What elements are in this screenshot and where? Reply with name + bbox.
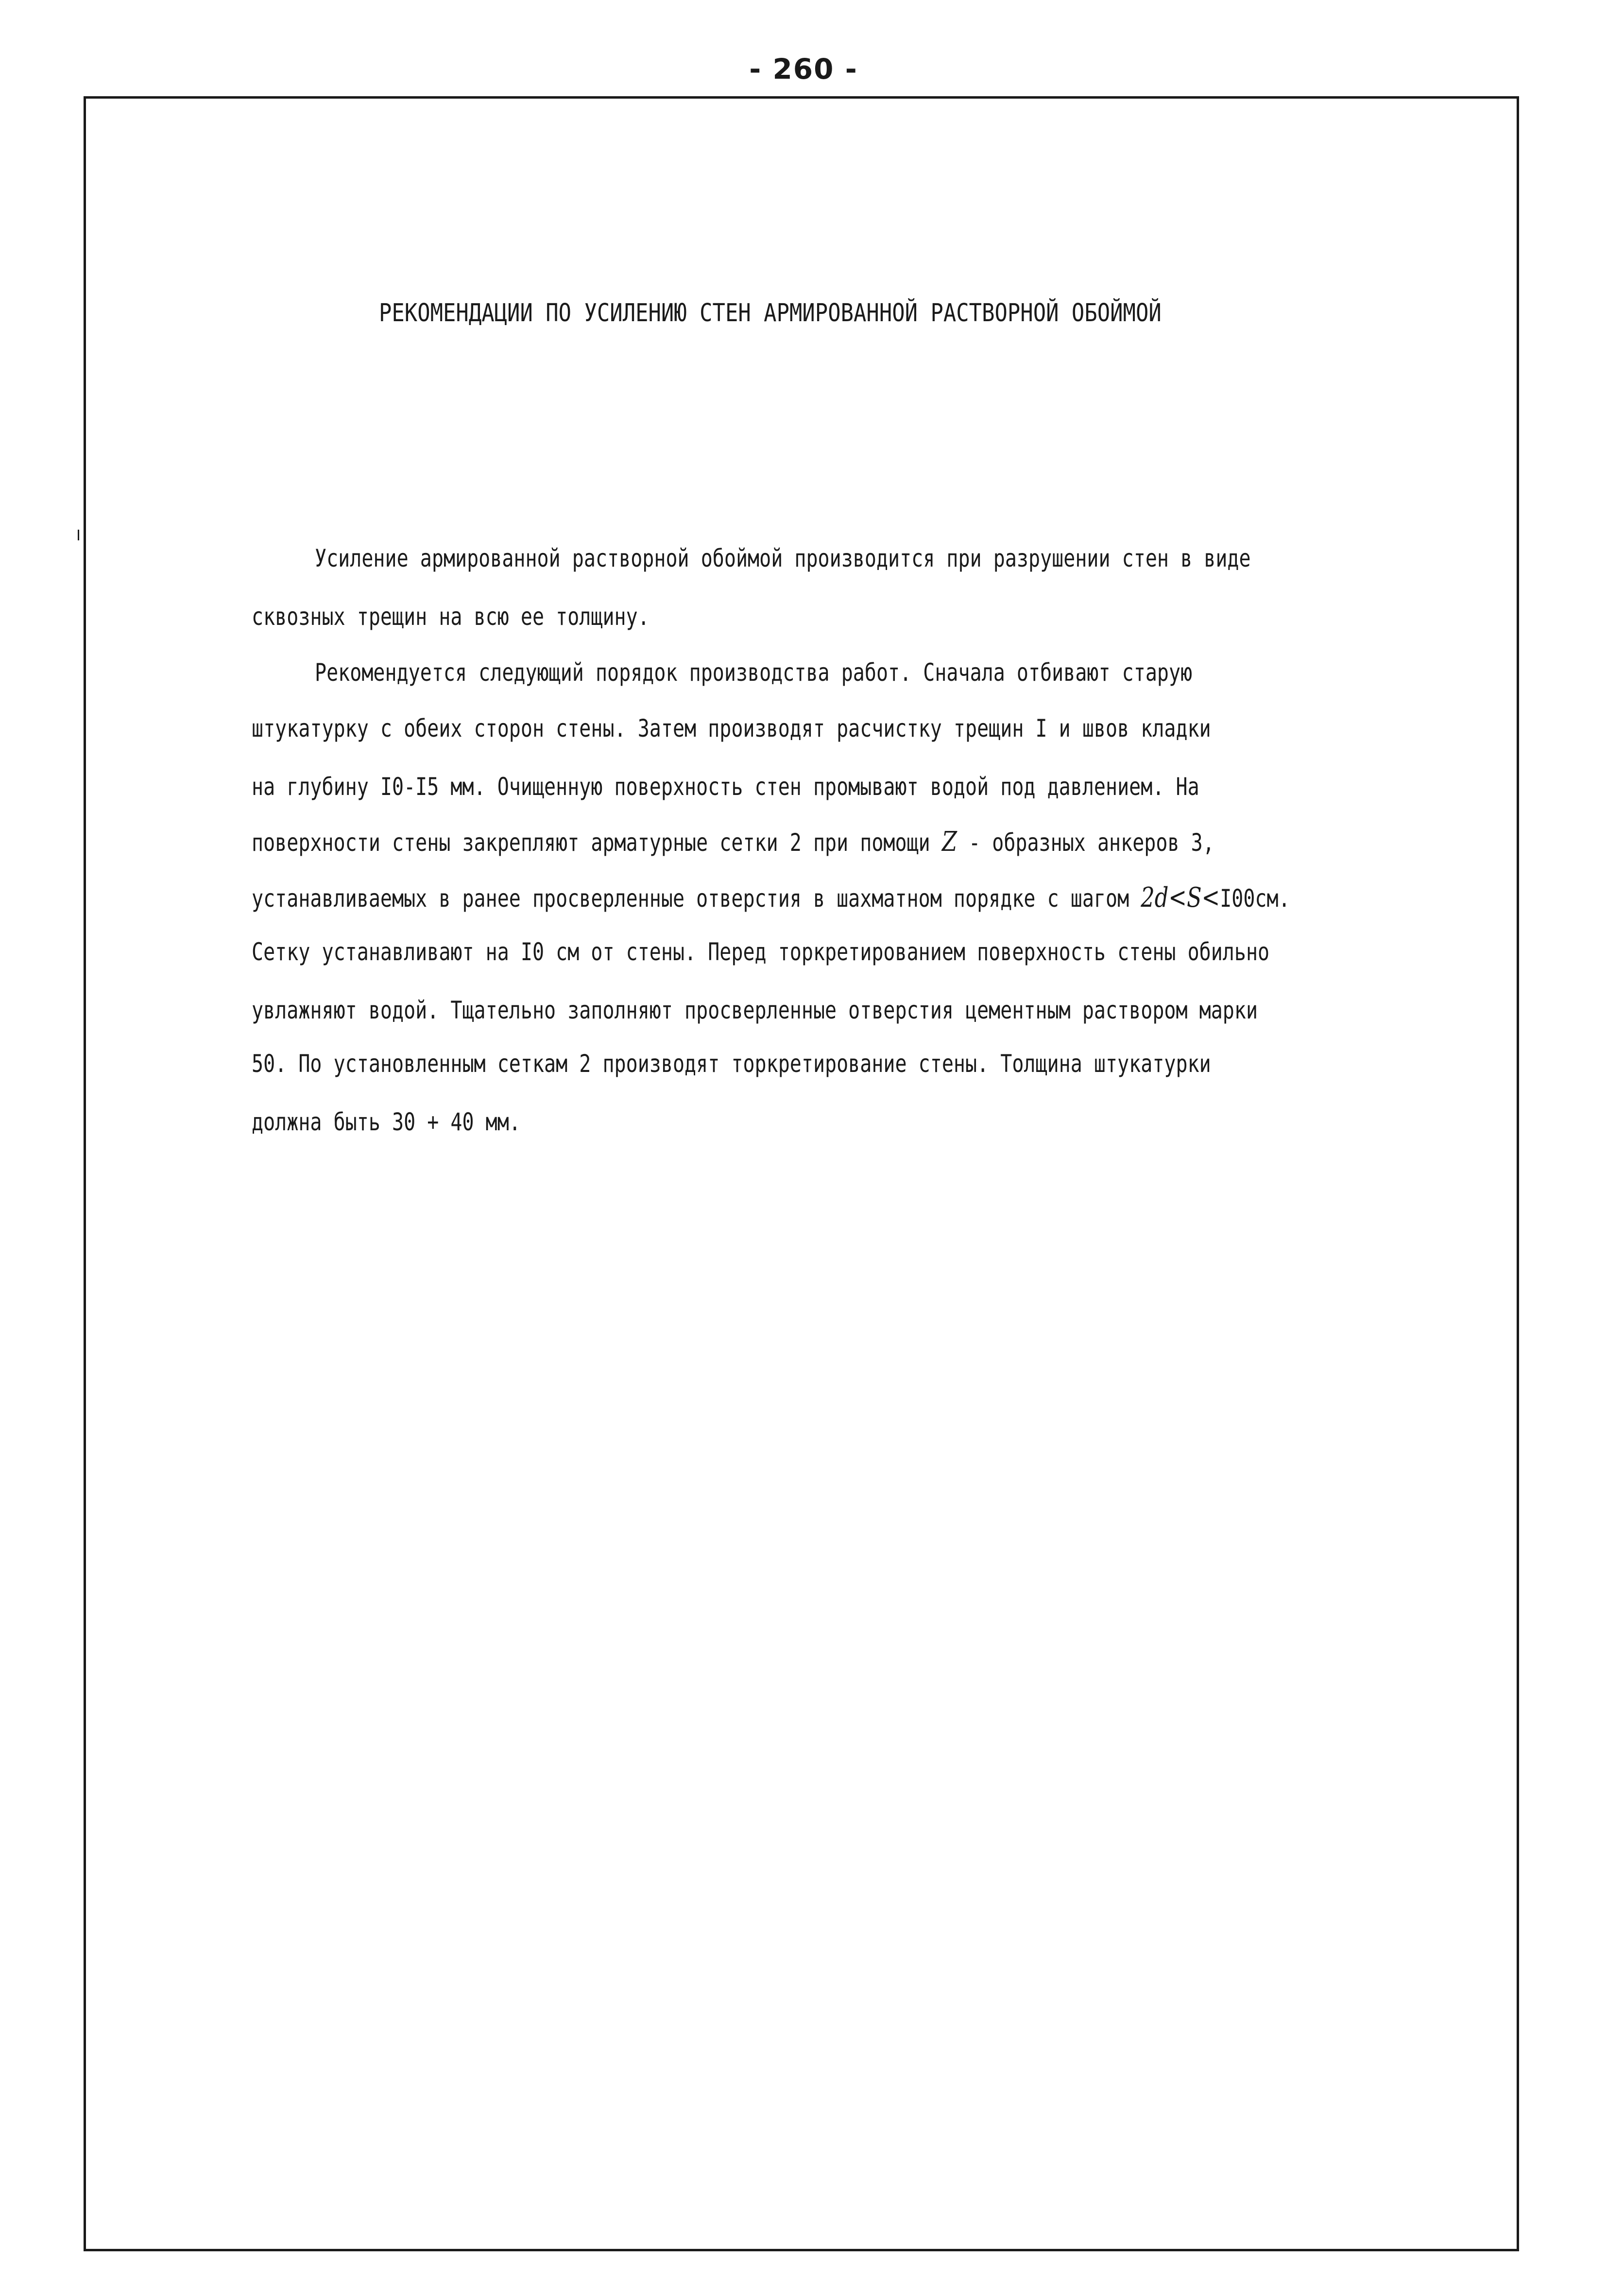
paragraph-2-line-6: Сетку устанавливают на I0 см от стены. Перед торкретированием поверхность стены обильно [252, 938, 1270, 966]
paragraph-2-line-4 [252, 826, 1214, 858]
paragraph-2-line-2: штукатурку с обеих сторон стены. Затем производят расчистку трещин I и швов кладки [252, 714, 1211, 742]
line-5-text: устанавливаемых в ранее просверленные отверстия в шахматном порядке с шагом [252, 884, 1141, 913]
paragraph-1-line-1: Усиление армированной растворной обоймой производится при разрушении стен в виде [315, 544, 1251, 572]
paragraph-2-line-5 [252, 882, 1290, 914]
page-number: - 260 - [749, 52, 858, 86]
paragraph-2-line-7: увлажняют водой. Тщательно заполняют просверленные отверстия цементным раствором марки [252, 996, 1258, 1024]
margin-tick-mark [78, 530, 79, 540]
page-frame [84, 96, 1519, 2251]
document-title: РЕКОМЕНДАЦИИ ПО УСИЛЕНИЮ СТЕН АРМИРОВАННОЙ РАСТВОРНОЙ ОБОЙМОЙ [379, 299, 1162, 328]
paragraph-1-line-2: сквозных трещин на всю ее толщину. [252, 603, 650, 631]
paragraph-2-line-9: должна быть 30 + 40 мм. [252, 1108, 521, 1136]
paragraph-2-line-3: на глубину I0-I5 мм. Очищенную поверхность стен промывают водой под давлением. На [252, 773, 1199, 801]
line-5-tail: I00см. [1220, 884, 1290, 913]
line-4-text: поверхности стены закрепляют арматурные сетки 2 при помощи [252, 829, 942, 857]
anchor-shape-symbol: Z [941, 826, 957, 858]
spacing-formula: 2d<S< [1141, 882, 1220, 914]
line-4-tail: - образных анкеров 3, [957, 829, 1214, 857]
paragraph-2-line-1: Рекомендуется следующий порядок производства работ. Сначала отбивают старую [315, 658, 1193, 687]
paragraph-2-line-8: 50. По установленным сеткам 2 производят торкретирование стены. Толщина штукатурки [252, 1050, 1211, 1078]
